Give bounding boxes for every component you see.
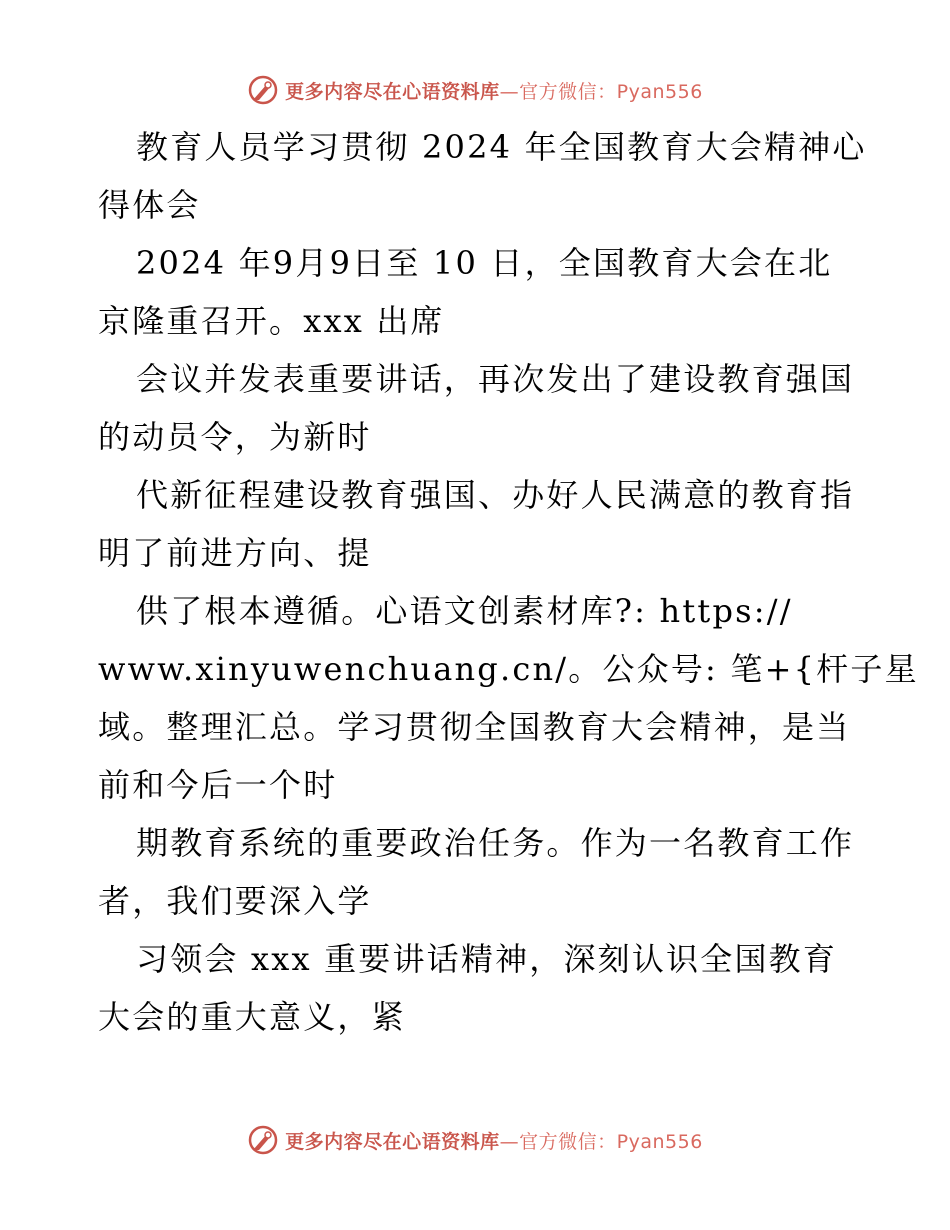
title-line: 得体会 — [98, 186, 201, 224]
banner-site-text: 更多内容尽在心语资料库 — [285, 80, 500, 103]
header-banner — [0, 70, 950, 110]
paragraph-line: www.xinyuwenchuang.cn/。公众号: 笔+{杆子星 — [98, 650, 919, 688]
title-line: 教育人员学习贯彻 2024 年全国教育大会精神心 — [136, 128, 867, 166]
paragraph-line: 明了前进方向、提 — [98, 534, 372, 572]
paragraph-line: 供了根本遵循。心语文创素材库?: https:// — [136, 592, 793, 630]
paragraph — [98, 350, 858, 466]
paragraph — [98, 466, 858, 582]
pen-nib-logo-icon — [247, 74, 279, 106]
paragraph-line: 会议并发表重要讲话，再次发出了建设教育强国 — [136, 360, 855, 398]
paragraph-line: 代新征程建设教育强国、办好人民满意的教育指 — [136, 476, 855, 514]
paragraph — [98, 582, 919, 814]
document-title — [98, 118, 867, 234]
paragraph-line: 者，我们要深入学 — [98, 882, 372, 920]
banner-dash: — — [499, 1130, 520, 1153]
pen-nib-logo-icon — [247, 1124, 279, 1156]
document-body — [98, 118, 919, 1046]
banner-wechat-text: 官方微信：Pyan556 — [519, 1130, 703, 1153]
paragraph-line: 京隆重召开。xxx 出席 — [98, 302, 445, 340]
banner-site-text: 更多内容尽在心语资料库 — [285, 1130, 500, 1153]
banner-dash: — — [499, 80, 520, 103]
paragraph-line: 前和今后一个时 — [98, 766, 338, 804]
paragraph-line: 域。整理汇总。学习贯彻全国教育大会精神，是当 — [98, 708, 851, 746]
paragraph-line: 期教育系统的重要政治任务。作为一名教育工作 — [136, 824, 855, 862]
paragraph — [98, 930, 858, 1046]
paragraph-line: 大会的重大意义，紧 — [98, 998, 406, 1036]
paragraph — [98, 234, 858, 350]
paragraph-line: 2024 年9月9日至 10 日，全国教育大会在北 — [136, 244, 833, 282]
footer-banner — [0, 1120, 950, 1160]
banner-text — [285, 77, 703, 104]
paragraph-line: 习领会 xxx 重要讲话精神，深刻认识全国教育 — [136, 940, 838, 978]
banner-text — [285, 1127, 703, 1154]
paragraph-line: 的动员令，为新时 — [98, 418, 372, 456]
paragraph — [98, 814, 858, 930]
banner-wechat-text: 官方微信：Pyan556 — [519, 80, 703, 103]
